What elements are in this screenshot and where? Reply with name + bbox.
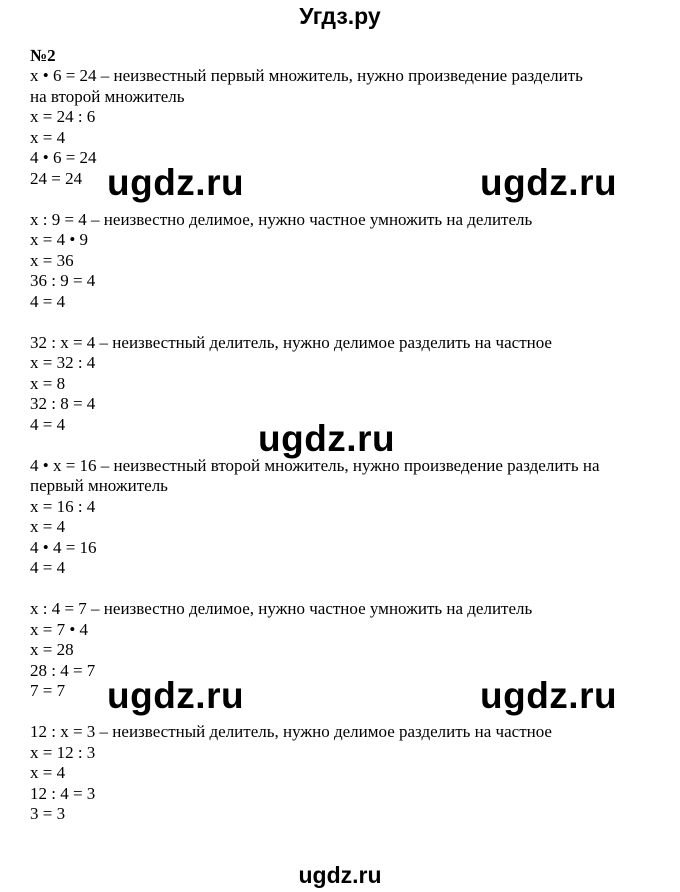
watermark: ugdz.ru: [480, 675, 618, 716]
solution-line: 4 • 6 = 24: [30, 148, 97, 167]
solution-line: 4 = 4: [30, 558, 66, 577]
site-title: Угдз.ру: [299, 3, 381, 29]
watermark: ugdz.ru: [107, 675, 245, 716]
solution-line: x = 4 • 9: [30, 230, 89, 249]
solution-line: 4 = 4: [30, 291, 66, 311]
solution-line: 24 = 24: [30, 168, 83, 188]
solution-line: 12 : 4 = 3: [30, 783, 96, 803]
solution-line: на второй множитель: [30, 86, 185, 106]
solution-block-6: [30, 722, 660, 825]
solution-line: 4 • 4 = 16: [30, 537, 97, 557]
solution-line: x = 32 : 4: [30, 353, 96, 372]
watermark: ugdz.ru: [258, 418, 396, 459]
problem-number: №2: [30, 46, 56, 65]
solution-line: x = 28: [30, 640, 74, 659]
solution-line: x : 4 = 7 – неизвестно делимое, нужно частное умножить на делитель: [30, 599, 533, 618]
solution-line: первый множитель: [30, 476, 168, 495]
footer-watermark: ugdz.ru: [298, 862, 382, 888]
solution-line: x = 24 : 6: [30, 107, 96, 126]
solution-line: x = 12 : 3: [30, 742, 96, 762]
watermark: ugdz.ru: [480, 162, 618, 203]
solution-line: x = 7 • 4: [30, 619, 89, 639]
solution-line: 36 : 9 = 4: [30, 271, 96, 290]
solution-line: 32 : x = 4 – неизвестный делитель, нужно делимое разделить на частное: [30, 332, 552, 352]
solution-line: 12 : x = 3 – неизвестный делитель, нужно делимое разделить на частное: [30, 722, 552, 741]
solution-line: 28 : 4 = 7: [30, 660, 96, 680]
solution-line: 32 : 8 = 4: [30, 394, 96, 413]
solution-line: x : 9 = 4 – неизвестно делимое, нужно частное умножить на делитель: [30, 209, 533, 229]
solution-block-2: [30, 210, 660, 313]
solution-line: x = 36: [30, 250, 74, 270]
solution-line: x = 4: [30, 517, 66, 536]
solution-line: 3 = 3: [30, 804, 66, 823]
solution-line: x = 4: [30, 763, 66, 782]
solution-line: 4 = 4: [30, 414, 66, 434]
solution-block-4: [30, 456, 660, 579]
solution-line: x • 6 = 24 – неизвестный первый множитель, нужно произведение разделить: [30, 66, 583, 85]
solution-line: x = 8: [30, 373, 66, 393]
solution-line: 7 = 7: [30, 681, 66, 700]
solution-line: x = 16 : 4: [30, 496, 96, 516]
watermark: ugdz.ru: [107, 162, 245, 203]
solution-line: 4 • x = 16 – неизвестный второй множитель, нужно произведение разделить на: [30, 455, 600, 475]
solution-line: x = 4: [30, 127, 66, 147]
